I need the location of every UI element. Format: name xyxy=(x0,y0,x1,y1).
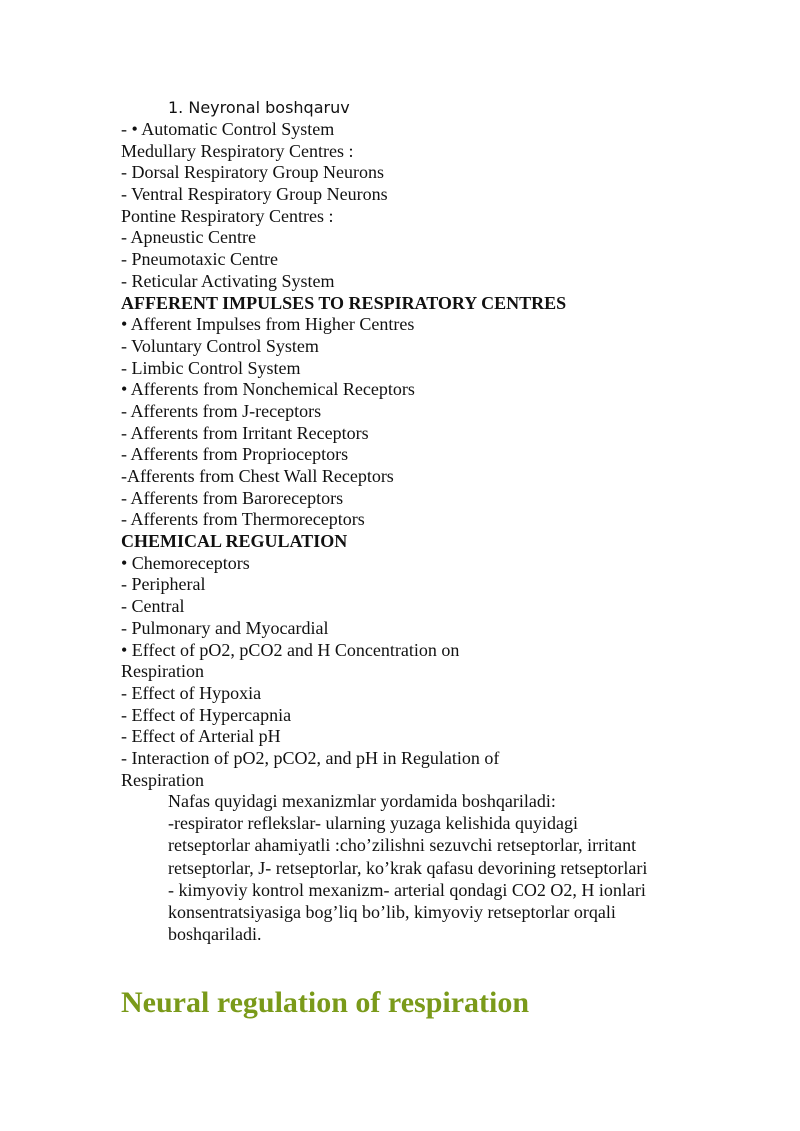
outline-line: -Afferents from Chest Wall Receptors xyxy=(121,466,394,486)
outline-line: - Afferents from Proprioceptors xyxy=(121,444,349,465)
outline-line: - Ventral Respiratory Group Neurons xyxy=(121,184,388,205)
paragraph-line: konsentratsiyasiga bog’liq bo’lib, kimyoviy retseptorlar orqali xyxy=(168,901,616,922)
paragraph-line: retseptorlar ahamiyatli :cho’zilishni sezuvchi retseptorlar, irritant xyxy=(168,835,637,856)
paragraph-line: boshqariladi. xyxy=(168,924,262,945)
outline-heading: CHEMICAL REGULATION xyxy=(121,531,348,552)
paragraph-line: -respirator reflekslar- ularning yuzaga kelishida quyidagi xyxy=(168,813,578,834)
outline-line: • Afferents from Nonchemical Receptors xyxy=(121,379,415,400)
paragraph-line: retseptorlar, J- retseptorlar, ko’krak qafasu devorining retseptorlari xyxy=(168,857,648,878)
paragraph-line: Nafas quyidagi mexanizmlar yordamida boshqariladi: xyxy=(168,791,556,811)
outline-line: - Limbic Control System xyxy=(121,357,301,378)
outline-line: - Dorsal Respiratory Group Neurons xyxy=(121,162,384,183)
outline-line: Medullary Respiratory Centres : xyxy=(121,140,354,161)
outline-line: - Peripheral xyxy=(121,574,206,595)
outline-line: - Effect of Hypercapnia xyxy=(121,704,292,725)
outline-line: - Afferents from J-receptors xyxy=(121,400,322,421)
outline-line: - Afferents from Thermoreceptors xyxy=(121,509,365,530)
outline-line: - Reticular Activating System xyxy=(121,270,335,291)
outline-line: - Effect of Hypoxia xyxy=(121,682,262,703)
outline-line: • Chemoreceptors xyxy=(121,552,250,573)
outline-line: • Effect of pO2, pCO2 and H Concentration on xyxy=(121,639,460,660)
outline-line: - Afferents from Irritant Receptors xyxy=(121,422,369,443)
outline-line: - Pulmonary and Myocardial xyxy=(121,617,329,638)
outline-line: - Effect of Arterial pH xyxy=(121,726,281,747)
section-heading: 1. Neyronal boshqaruv xyxy=(168,98,350,117)
page-title: Neural regulation of respiration xyxy=(121,986,530,1019)
outline-heading: AFFERENT IMPULSES TO RESPIRATORY CENTRES xyxy=(121,292,567,313)
outline-line: - Interaction of pO2, pCO2, and pH in Regulation of xyxy=(121,747,500,768)
outline-line: - Apneustic Centre xyxy=(121,227,256,248)
outline-line: Respiration xyxy=(121,661,204,682)
outline-line: Respiration xyxy=(121,769,204,790)
outline-line: - Afferents from Baroreceptors xyxy=(121,487,344,508)
outline-line: - • Automatic Control System xyxy=(121,119,335,139)
outline-line: Pontine Respiratory Centres : xyxy=(121,205,334,226)
outline-line: • Afferent Impulses from Higher Centres xyxy=(121,314,415,335)
outline-list xyxy=(121,119,721,791)
paragraph-line: - kimyoviy kontrol mexanizm- arterial qondagi CO2 O2, H ionlari xyxy=(168,879,646,900)
outline-line: - Central xyxy=(121,596,185,617)
outline-line: - Pneumotaxic Centre xyxy=(121,249,278,270)
outline-line: - Voluntary Control System xyxy=(121,335,319,356)
uzbek-paragraph xyxy=(168,790,688,945)
